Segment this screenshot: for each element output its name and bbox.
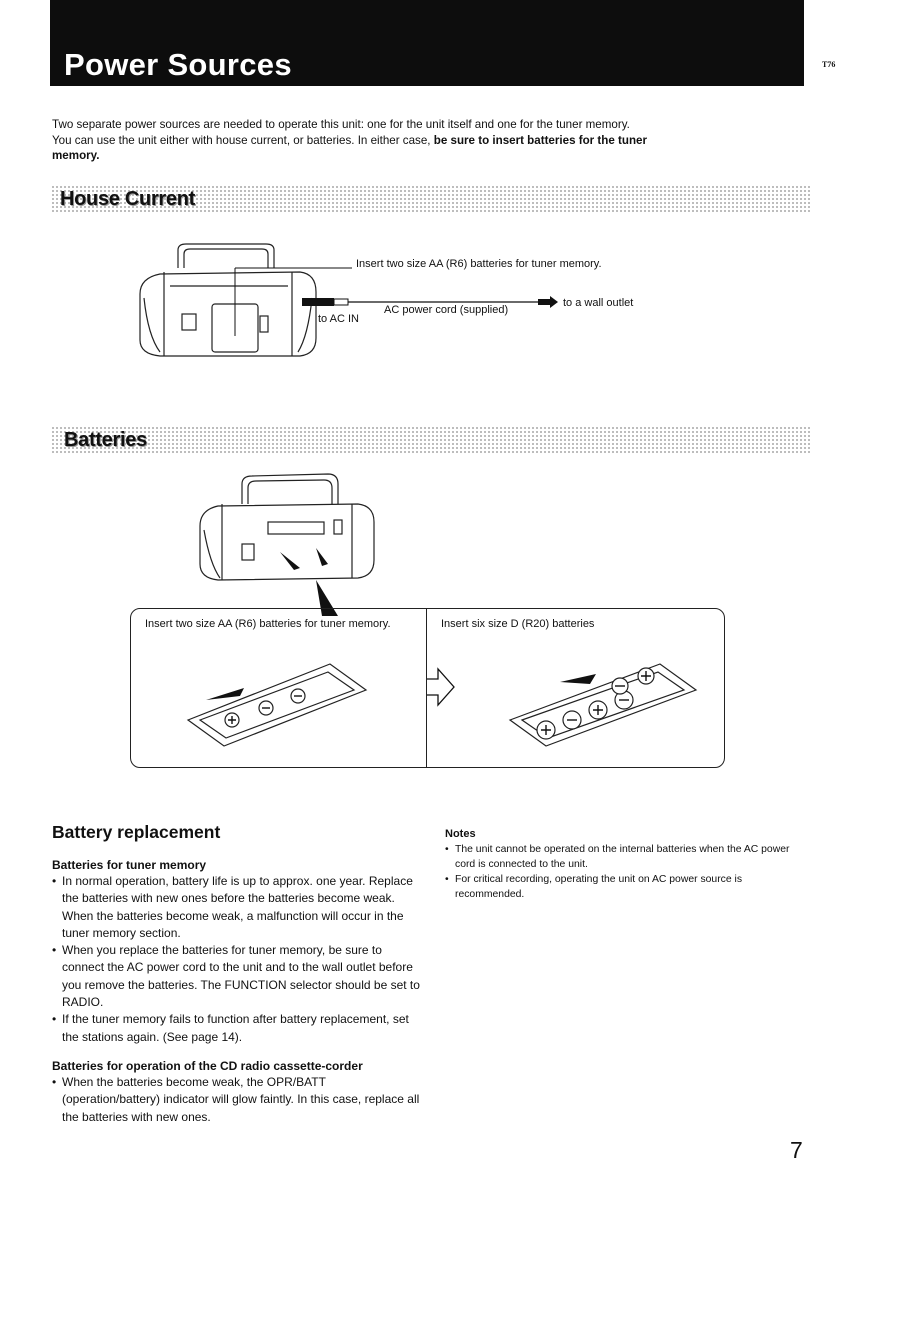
- tuner-memory-list: [52, 873, 422, 1046]
- batteries-unit-illustration: [188, 468, 388, 618]
- list-item: • If the tuner memory fails to function after battery replacement, set the stations again. (See page 14).: [52, 1011, 422, 1046]
- list-item: • For critical recording, operating the unit on AC power source is recommended.: [445, 872, 805, 902]
- intro-line-2-bold: be sure to insert batteries for the tuner: [433, 133, 648, 147]
- tuner-memory-subheading: Batteries for tuner memory: [52, 858, 207, 872]
- battery-replacement-heading: Battery replacement: [52, 822, 221, 842]
- house-current-section-bar: [52, 186, 810, 214]
- ac-power-cord-label: AC power cord (supplied): [384, 304, 509, 316]
- intro-paragraph: [52, 117, 792, 164]
- six-d-batteries-label: Insert six size D (R20) batteries: [441, 618, 595, 630]
- page-code: T76: [822, 60, 836, 69]
- batteries-heading: Batteries: [64, 429, 147, 451]
- list-item: • In normal operation, battery life is up to approx. one year. Replace the batteries with new ones before the batteries become weak. When the batteries become weak, a malfunction will occur in the tuner memory section.: [52, 873, 422, 942]
- intro-line-2-plain: You can use the unit either with house current, or batteries. In either case,: [52, 133, 431, 147]
- d-compartment-illustration: [500, 650, 710, 750]
- list-item: • When you replace the batteries for tuner memory, be sure to connect the AC power cord to the unit and to the wall outlet before you remove the batteries. The FUNCTION selector should be set to RADIO.: [52, 942, 422, 1011]
- aa-compartment-illustration: [180, 650, 380, 750]
- intro-line-2: [52, 133, 792, 149]
- intro-line-3: [52, 148, 792, 164]
- cd-operation-subheading: Batteries for operation of the CD radio cassette-corder: [52, 1059, 363, 1073]
- batteries-section-bar: [52, 427, 810, 455]
- wall-outlet-label: to a wall outlet: [563, 297, 634, 309]
- page-number: 7: [790, 1137, 803, 1163]
- house-current-heading: House Current: [60, 188, 196, 210]
- next-step-arrow-icon: [426, 665, 460, 711]
- to-ac-in-label: to AC IN: [318, 313, 359, 325]
- batteries-tuner-battery-label: Insert two size AA (R6) batteries for tuner memory.: [145, 618, 391, 630]
- list-item: • The unit cannot be operated on the internal batteries when the AC power cord is connected to the unit.: [445, 842, 805, 872]
- cd-operation-list: [52, 1074, 422, 1126]
- list-item: • When the batteries become weak, the OPR/BATT (operation/battery) indicator will glow faintly. In this case, replace all the batteries with new ones.: [52, 1074, 422, 1126]
- halftone-band: [52, 427, 810, 455]
- notes-list: [445, 842, 805, 902]
- notes-heading: Notes: [445, 828, 476, 840]
- intro-line-1: Two separate power sources are needed to operate this unit: one for the unit itself and one for the tuner memory.: [52, 118, 630, 131]
- intro-line-3-bold: memory.: [52, 149, 100, 162]
- page-title: Power Sources: [64, 47, 292, 82]
- house-tuner-battery-label: Insert two size AA (R6) batteries for tuner memory.: [356, 258, 602, 270]
